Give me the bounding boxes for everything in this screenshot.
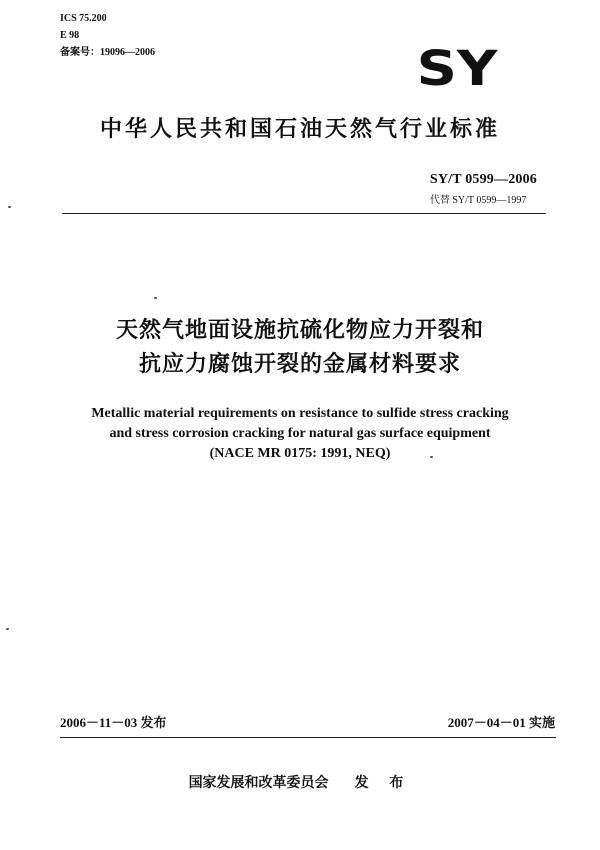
title-en-line-1: Metallic material requirements on resistance to sulfide stress cracking — [91, 406, 509, 421]
document-title-english — [40, 404, 560, 464]
category-code: E 98 — [60, 30, 80, 41]
classification-block — [60, 10, 155, 61]
header-divider — [62, 213, 546, 214]
issue-date: 2006－11－03 发布 — [60, 715, 167, 730]
record-number: 备案号：19096—2006 — [60, 47, 155, 58]
document-title-chinese — [40, 314, 560, 382]
title-cn-line-2: 抗应力腐蚀开裂的金属材料要求 — [138, 352, 461, 377]
footer-divider — [60, 737, 556, 738]
publisher-name: 国家发展和改革委员会 — [188, 775, 329, 791]
scan-speck — [154, 297, 157, 299]
industry-standard-title: 中华人民共和国石油天然气行业标准 — [99, 117, 500, 142]
standard-code: SY/T 0599—2006 — [429, 172, 537, 187]
sy-logo-text: SY — [416, 41, 498, 88]
issuing-authority — [0, 772, 600, 792]
replaced-standard: 代替 SY/T 0599—1997 — [429, 195, 527, 206]
title-cn-line-1: 天然气地面设施抗硫化物应力开裂和 — [115, 318, 484, 343]
sy-logo-icon — [401, 40, 513, 88]
scan-speck — [6, 628, 9, 630]
implementation-date: 2007－04－01 实施 — [447, 715, 555, 730]
title-en-line-3: (NACE MR 0175: 1991, NEQ) — [209, 446, 391, 461]
ics-code: ICS 75.200 — [60, 13, 107, 24]
title-en-line-2: and stress corrosion cracking for natural gas surface equipment — [109, 426, 491, 441]
standard-number-block — [430, 172, 537, 206]
publisher-action: 发 布 — [354, 775, 412, 791]
scan-speck — [8, 206, 11, 208]
scan-speck — [430, 456, 433, 458]
